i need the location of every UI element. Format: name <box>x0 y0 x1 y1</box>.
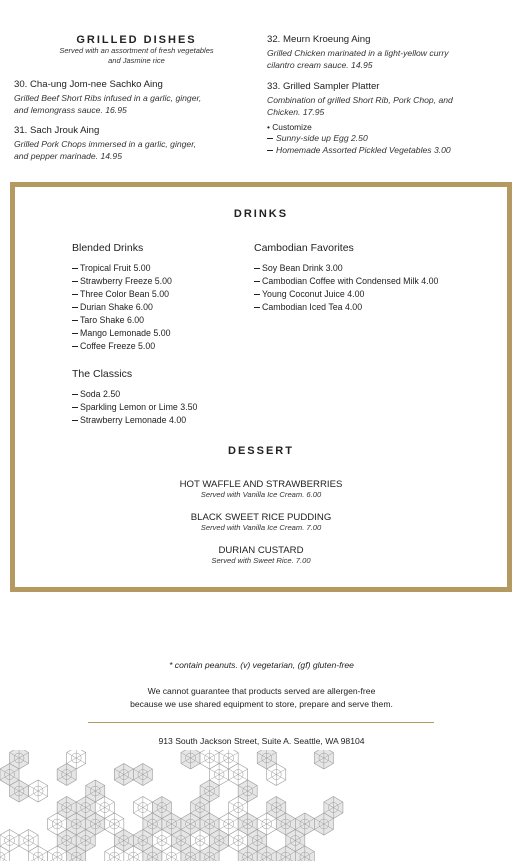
pattern-hex <box>314 750 333 769</box>
dessert-item <box>10 545 512 565</box>
cambodian-favorites-title: Cambodian Favorites <box>254 242 354 254</box>
dessert-name: HOT WAFFLE AND STRAWBERRIES <box>179 479 343 490</box>
drink-item: Sparkling Lemon or Lime 3.50 <box>72 401 197 414</box>
drink-item: Soy Bean Drink 3.00 <box>254 262 438 275</box>
grilled-subtitle-line2: and Jasmine rice <box>108 56 165 65</box>
menu-item-desc: cilantro cream sauce. 14.95 <box>267 60 373 70</box>
classics-list <box>72 388 197 427</box>
blended-drinks-title: Blended Drinks <box>72 242 144 254</box>
menu-item-desc: Chicken. 17.95 <box>267 107 325 117</box>
drink-item: Durian Shake 6.00 <box>72 301 172 314</box>
footer-divider <box>88 722 434 723</box>
drink-item: Tropical Fruit 5.00 <box>72 262 172 275</box>
dessert-name: DURIAN CUSTARD <box>218 545 304 556</box>
geometric-pattern-decoration <box>0 750 523 861</box>
dessert-item <box>10 512 512 532</box>
drink-item: Cambodian Iced Tea 4.00 <box>254 301 438 314</box>
grilled-dishes-title: GRILLED DISHES <box>76 34 197 46</box>
pattern-hex <box>181 750 200 769</box>
grilled-dishes-subtitle <box>14 46 259 66</box>
menu-item-name: 32. Meurn Kroeung Aing <box>267 34 371 45</box>
menu-item-33 <box>267 81 512 118</box>
menu-item-desc: Grilled Chicken marinated in a light-yellow curry <box>267 48 449 58</box>
dessert-desc: Served with Vanilla Ice Cream. 6.00 <box>200 490 322 499</box>
dessert-desc: Served with Vanilla Ice Cream. 7.00 <box>200 523 322 532</box>
menu-item-32 <box>267 34 512 71</box>
classics-title: The Classics <box>72 368 133 380</box>
dietary-legend: * contain peanuts. (v) vegetarian, (gf) gluten-free <box>169 660 354 670</box>
drink-item: Mango Lemonade 5.00 <box>72 327 172 340</box>
menu-item-31 <box>14 125 259 162</box>
customize-section <box>267 122 512 156</box>
dessert-item <box>10 479 512 499</box>
drink-item: Cambodian Coffee with Condensed Milk 4.00 <box>254 275 438 288</box>
customize-option: Sunny-side up Egg 2.50 <box>267 132 512 144</box>
drink-item: Strawberry Freeze 5.00 <box>72 275 172 288</box>
pattern-hex <box>114 764 133 786</box>
dessert-desc: Served with Sweet Rice. 7.00 <box>211 556 311 565</box>
customize-label: • Customize <box>267 122 312 132</box>
menu-item-name: 30. Cha-ung Jom-nee Sachko Aing <box>14 79 163 90</box>
allergen-notice-line1: We cannot guarantee that products served are allergen-free <box>147 686 376 696</box>
menu-item-desc: Grilled Pork Chops immersed in a garlic, ginger, <box>14 139 196 149</box>
pattern-hex <box>133 764 152 786</box>
menu-item-desc: Combination of grilled Short Rib, Pork Chop, and <box>267 95 453 105</box>
menu-item-name: 31. Sach Jrouk Aing <box>14 125 100 136</box>
drink-item: Strawberry Lemonade 4.00 <box>72 414 197 427</box>
drinks-title: DRINKS <box>233 208 289 220</box>
menu-item-desc: and pepper marinade. 14.95 <box>14 151 122 161</box>
menu-item-desc: Grilled Beef Short Ribs infused in a garlic, ginger, <box>14 93 202 103</box>
grilled-subtitle-line1: Served with an assortment of fresh vegetables <box>59 46 214 55</box>
menu-item-name: 33. Grilled Sampler Platter <box>267 81 380 92</box>
restaurant-address: 913 South Jackson Street, Suite A. Seattle, WA 98104 <box>158 736 365 746</box>
drink-item: Coffee Freeze 5.00 <box>72 340 172 353</box>
cambodian-favorites-list <box>254 262 438 314</box>
drink-item: Young Coconut Juice 4.00 <box>254 288 438 301</box>
allergen-notice-line2: because we use shared equipment to store, prepare and serve them. <box>130 699 393 709</box>
menu-item-desc: and lemongrass sauce. 16.95 <box>14 105 127 115</box>
pattern-hex <box>29 780 48 802</box>
dessert-title: DESSERT <box>228 445 294 457</box>
dessert-name: BLACK SWEET RICE PUDDING <box>190 512 332 523</box>
drink-item: Soda 2.50 <box>72 388 197 401</box>
drink-item: Three Color Bean 5.00 <box>72 288 172 301</box>
blended-drinks-list <box>72 262 172 353</box>
customize-option: Homemade Assorted Pickled Vegetables 3.00 <box>267 144 512 156</box>
drink-item: Taro Shake 6.00 <box>72 314 172 327</box>
menu-item-30 <box>14 79 259 116</box>
